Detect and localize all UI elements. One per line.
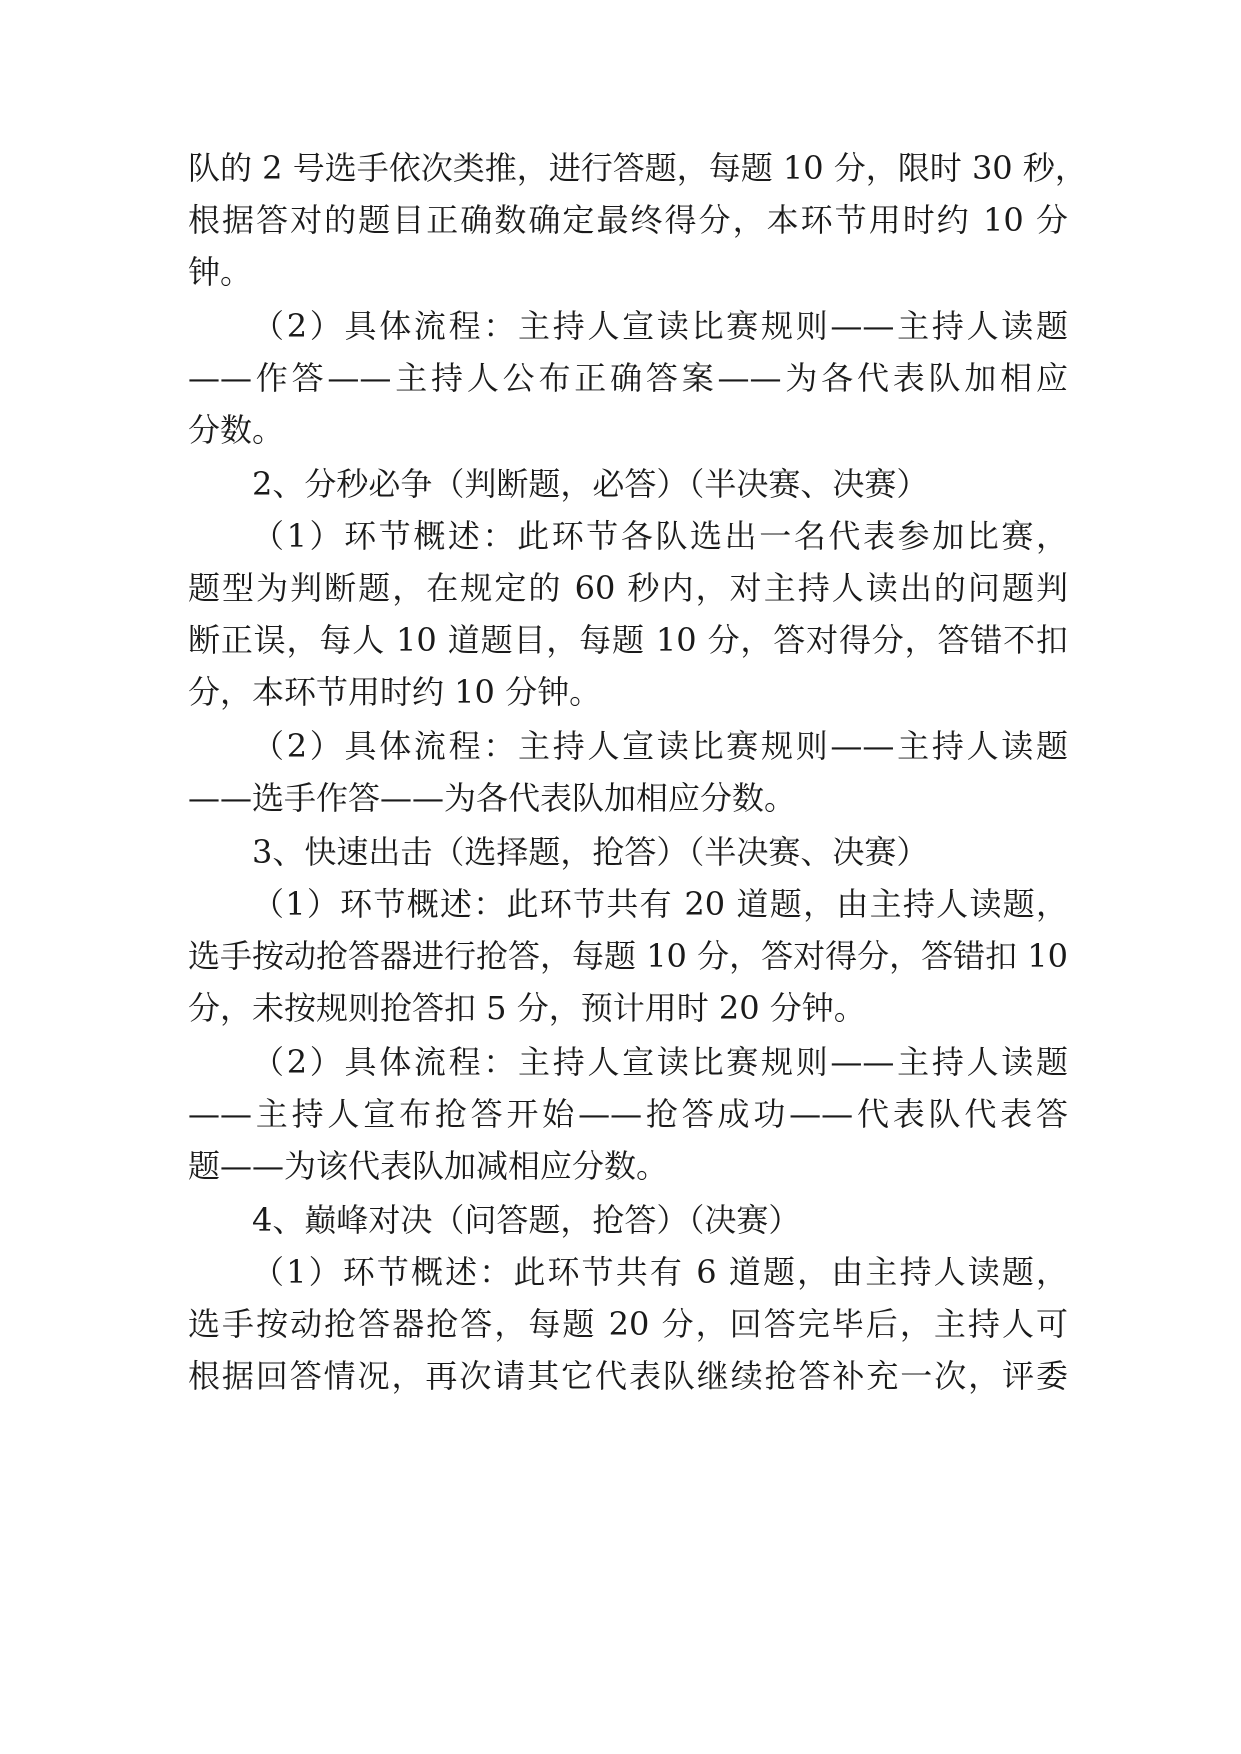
section-heading-4: 4、巅峰对决（问答题，抢答）（决赛） (252, 1201, 801, 1239)
body-line-22: （1）环节概述：此环节共有 6 道题，由主持人读题， (252, 1253, 1068, 1291)
body-line-12: （2）具体流程：主持人宣读比赛规则——主持人读题 (252, 727, 1068, 765)
body-line-4: （2）具体流程：主持人宣读比赛规则——主持人读题 (252, 307, 1068, 345)
body-line-9: 题型为判断题，在规定的 60 秒内，对主持人读出的问题判 (188, 569, 1068, 607)
body-line-2: 根据答对的题目正确数确定最终得分，本环节用时约 10 分 (188, 201, 1068, 239)
body-line-13: ——选手作答——为各代表队加相应分数。 (188, 779, 797, 817)
body-line-23: 选手按动抢答器抢答，每题 20 分，回答完毕后，主持人可 (188, 1305, 1068, 1343)
body-line-8: （1）环节概述：此环节各队选出一名代表参加比赛， (252, 517, 1068, 555)
body-line-10: 断正误，每人 10 道题目，每题 10 分，答对得分，答错不扣 (188, 621, 1068, 659)
section-heading-2: 2、分秒必争（判断题，必答）（半决赛、决赛） (252, 465, 929, 503)
body-line-15: （1）环节概述：此环节共有 20 道题，由主持人读题， (252, 885, 1068, 923)
body-line-24: 根据回答情况，再次请其它代表队继续抢答补充一次，评委 (188, 1357, 1068, 1395)
body-line-11: 分，本环节用时约 10 分钟。 (188, 673, 602, 711)
section-heading-3: 3、快速出击（选择题，抢答）（半决赛、决赛） (252, 833, 929, 871)
body-line-17: 分，未按规则抢答扣 5 分，预计用时 20 分钟。 (188, 989, 866, 1027)
body-line-3: 钟。 (188, 253, 253, 291)
body-line-18: （2）具体流程：主持人宣读比赛规则——主持人读题 (252, 1043, 1068, 1081)
body-line-16: 选手按动抢答器进行抢答，每题 10 分，答对得分，答错扣 10 (188, 937, 1068, 975)
body-line-19: ——主持人宣布抢答开始——抢答成功——代表队代表答 (188, 1095, 1068, 1133)
body-line-5: ——作答——主持人公布正确答案——为各代表队加相应 (188, 359, 1068, 397)
body-line-20: 题——为该代表队加减相应分数。 (188, 1147, 669, 1185)
body-line-1: 队的 2 号选手依次类推，进行答题，每题 10 分，限时 30 秒， (188, 149, 1087, 187)
body-line-6: 分数。 (188, 411, 285, 449)
